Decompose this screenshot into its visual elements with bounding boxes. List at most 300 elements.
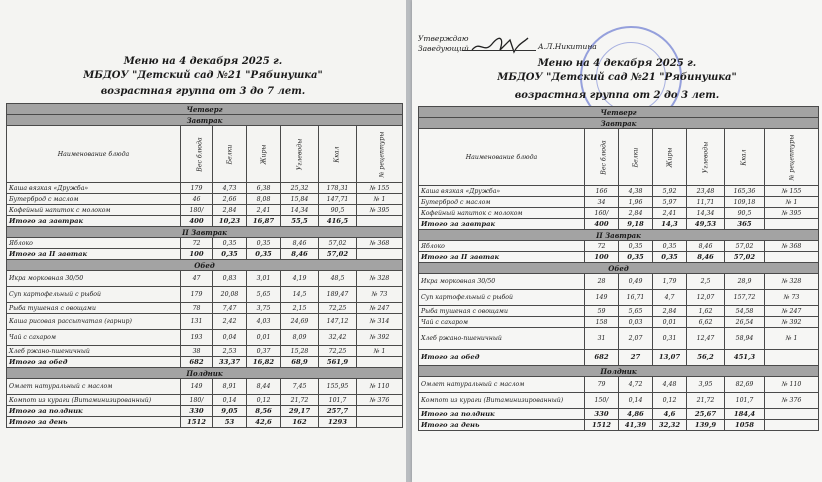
column-header: Наименование блюда [7,126,181,183]
dish-name: Итого за завтрак [7,216,181,227]
dish-value: 32,42 [319,330,357,346]
dish-value: № 1 [765,328,819,350]
dish-value [765,219,819,230]
section-header-row [419,366,819,377]
dish-value: 8,46 [687,241,725,252]
table-row [419,208,819,219]
dish-value: 150/ [585,393,619,409]
dish-value: 9,05 [213,406,247,417]
org-name: МБДОУ "Детский сад №21 "Рябинушка" [83,70,323,81]
head-label: Заведующий [418,44,469,53]
total-row [419,219,819,230]
dish-value: № 155 [765,186,819,197]
menu-table-left [6,103,403,428]
dish-value: 57,02 [319,238,357,249]
column-header-label: Вес блюда [600,139,608,175]
dish-value: 8,09 [281,330,319,346]
dish-name: Итого за день [7,417,181,428]
section-title: Четверг [419,107,819,118]
signature-icon [470,34,530,56]
dish-value: 2,84 [653,306,687,317]
left-menu-page [0,0,406,482]
column-header [213,126,247,183]
dish-value: 0,12 [247,395,281,406]
dish-value: 11,71 [687,197,725,208]
section-header-row [419,118,819,129]
dish-name: Омлет натуральный с маслом [7,379,181,395]
menu-title: Меню на 4 декабря 2025 г. [537,58,697,69]
table-row [7,194,403,205]
section-title: Полдник [419,366,819,377]
table-row [7,205,403,216]
dish-value: 14,34 [687,208,725,219]
dish-value: 14,5 [281,287,319,303]
table-row [419,377,819,393]
dish-name: Чай с сахаром [7,330,181,346]
dish-value: 160/ [585,208,619,219]
dish-value: 6,38 [247,183,281,194]
dish-value: № 1 [765,197,819,208]
dish-value: 21,72 [281,395,319,406]
dish-value: 100 [181,249,213,260]
column-header-label: Жиры [260,144,267,164]
dish-value: 330 [181,406,213,417]
dish-value: 90,5 [319,205,357,216]
dish-value: 58,94 [725,328,765,350]
column-header [319,126,357,183]
dish-name: Итого за обед [7,357,181,368]
dish-value: 101,7 [725,393,765,409]
dish-value: 166 [585,186,619,197]
column-header-label: № рецептуры [788,134,795,180]
total-row [7,357,403,368]
dish-value: 8,56 [247,406,281,417]
dish-value: 158 [585,317,619,328]
dish-value: 330 [585,409,619,420]
table-row [7,238,403,249]
dish-name: Чай с сахаром [419,317,585,328]
total-row [419,252,819,263]
table-row [7,395,403,406]
dish-value: 10,23 [213,216,247,227]
dish-name: Суп картофельный с рыбой [7,287,181,303]
dish-value: 8,91 [213,379,247,395]
column-header-label: Белки [226,144,233,164]
column-header [585,129,619,186]
dish-value: 0,03 [619,317,653,328]
column-header [181,126,213,183]
dish-value [357,249,403,260]
dish-value: 0,01 [653,317,687,328]
dish-value: 5,97 [653,197,687,208]
age-group: возрастная группа от 2 до 3 лет. [514,90,720,101]
dish-value: 0,12 [653,393,687,409]
dish-value: 24,69 [281,314,319,330]
dish-value: № 368 [357,238,403,249]
column-header-label: Ккал [334,145,341,163]
column-header-label: Ккал [741,148,748,166]
dish-value: 2,84 [213,205,247,216]
dish-value: № 1 [357,194,403,205]
column-header [357,126,403,183]
dish-value: 78 [181,303,213,314]
table-row [7,346,403,357]
approval-block [418,34,469,54]
section-title: Полдник [7,368,403,379]
dish-value: 147,71 [319,194,357,205]
dish-value: № 1 [357,346,403,357]
dish-name: Каша вязкая «Дружба» [419,186,585,197]
section-title: Четверг [7,104,403,115]
dish-value: 2,41 [653,208,687,219]
dish-value: 33,37 [213,357,247,368]
dish-value [765,350,819,366]
dish-value: № 247 [357,303,403,314]
dish-value: 682 [181,357,213,368]
dish-value: 400 [181,216,213,227]
column-header-label: № рецептуры [378,131,386,177]
dish-value: 53 [213,417,247,428]
dish-name: Итого за завтрак [419,219,585,230]
column-header-row [7,126,403,183]
dish-value: 0,35 [247,238,281,249]
dish-value: 82,69 [725,377,765,393]
column-header [281,126,319,183]
dish-value [357,417,403,428]
column-header [247,126,281,183]
dish-value: 16,71 [619,290,653,306]
dish-value [357,216,403,227]
dish-value: 147,12 [319,314,357,330]
dish-value: 47 [181,271,213,287]
approve-label: Утверждаю [418,34,469,43]
dish-value: 31 [585,328,619,350]
dish-value: 2,66 [213,194,247,205]
dish-value: 27 [619,350,653,366]
dish-value: 189,47 [319,287,357,303]
table-row [7,330,403,346]
dish-value: 416,5 [319,216,357,227]
dish-value: 72,25 [319,346,357,357]
dish-name: Итого за день [419,420,585,431]
dish-value: 15,84 [281,194,319,205]
dish-name: Итого за обед [419,350,585,366]
section-title: Обед [419,263,819,274]
dish-value: 1512 [585,420,619,431]
dish-value [765,420,819,431]
dish-value: № 247 [765,306,819,317]
total-row [7,406,403,417]
column-header: Наименование блюда [419,129,585,186]
dish-value: № 110 [357,379,403,395]
dish-value [765,252,819,263]
table-row [419,186,819,197]
table-row [419,328,819,350]
dish-value: 1,79 [653,274,687,290]
section-title: II Завтрак [419,230,819,241]
dish-value: 682 [585,350,619,366]
dish-name: Компот из кураги (Витаминизированный) [419,393,585,409]
dish-value: 20,08 [213,287,247,303]
dish-value: 400 [585,219,619,230]
table-row [7,379,403,395]
signature-line [462,50,536,51]
dish-value: 8,08 [247,194,281,205]
table-row [419,290,819,306]
column-header-label: Вес блюда [196,136,204,172]
dish-value: 2,53 [213,346,247,357]
dish-value: 4,19 [281,271,319,287]
table-row [419,197,819,208]
dish-name: Яблоко [419,241,585,252]
table-row [419,306,819,317]
section-header-row [7,104,403,115]
dish-value: № 155 [357,183,403,194]
dish-value: 101,7 [319,395,357,406]
table-row [419,241,819,252]
age-group: возрастная группа от 3 до 7 лет. [100,86,306,97]
dish-value: 55,5 [281,216,319,227]
day-total-row [419,420,819,431]
dish-value: 8,46 [687,252,725,263]
dish-name: Итого за полдник [419,409,585,420]
menu-table-right [418,106,819,431]
dish-value: 257,7 [319,406,357,417]
column-header [725,129,765,186]
dish-value: 38 [181,346,213,357]
dish-value: № 395 [765,208,819,219]
dish-value: 14,3 [653,219,687,230]
dish-value: 46 [181,194,213,205]
dish-value: 193 [181,330,213,346]
section-header-row [7,115,403,126]
dish-value: 54,58 [725,306,765,317]
dish-name: Итого за II завтак [419,252,585,263]
dish-value: 5,92 [653,186,687,197]
dish-value: 16,87 [247,216,281,227]
dish-value [357,406,403,417]
dish-value: 1,96 [619,197,653,208]
dish-value: 451,3 [725,350,765,366]
dish-value: 179 [181,183,213,194]
dish-value: 34 [585,197,619,208]
dish-value: № 314 [357,314,403,330]
section-header-row [419,263,819,274]
dish-name: Суп картофельный с рыбой [419,290,585,306]
dish-value: 561,9 [319,357,357,368]
dish-name: Икра морковная 30/50 [7,271,181,287]
dish-value: 26,54 [725,317,765,328]
dish-value: 2,15 [281,303,319,314]
dish-name: Кофейный напиток с молоком [7,205,181,216]
dish-value: 1512 [181,417,213,428]
dish-name: Рыба тушеная с овощами [419,306,585,317]
dish-value: № 395 [357,205,403,216]
dish-name: Хлеб ржано-пшеничный [7,346,181,357]
table-row [7,303,403,314]
dish-name: Итого за II завтак [7,249,181,260]
dish-value: 7,45 [281,379,319,395]
section-header-row [7,227,403,238]
table-row [7,271,403,287]
total-row [419,409,819,420]
dish-value: 179 [181,287,213,303]
dish-value: № 110 [765,377,819,393]
dish-value: 12,07 [687,290,725,306]
table-row [7,314,403,330]
dish-value: 15,28 [281,346,319,357]
total-row [7,249,403,260]
dish-value: 49,53 [687,219,725,230]
dish-value: 72,25 [319,303,357,314]
section-title: II Завтрак [7,227,403,238]
dish-value: 59 [585,306,619,317]
dish-value: 0,35 [653,241,687,252]
dish-value: 2,07 [619,328,653,350]
dish-value: 4,38 [619,186,653,197]
dish-value: 0,37 [247,346,281,357]
column-header [687,129,725,186]
table-row [419,317,819,328]
column-header-label: Жиры [666,147,673,167]
dish-name: Компот из кураги (Витаминизированный) [7,395,181,406]
dish-value: № 392 [765,317,819,328]
dish-value: 0,35 [619,252,653,263]
dish-value: № 328 [357,271,403,287]
dish-value: 4,7 [653,290,687,306]
dish-value: 4,86 [619,409,653,420]
dish-value: № 73 [357,287,403,303]
dish-value: 180/ [181,205,213,216]
dish-value: 32,32 [653,420,687,431]
dish-name: Каша вязкая «Дружба» [7,183,181,194]
dish-name: Омлет натуральный с маслом [419,377,585,393]
dish-value: 0,35 [247,249,281,260]
section-title: Завтрак [419,118,819,129]
dish-name: Яблоко [7,238,181,249]
dish-value: № 376 [357,395,403,406]
dish-value: 0,83 [213,271,247,287]
dish-value: 0,35 [213,238,247,249]
column-header-label: Углеводы [296,138,303,170]
column-header-row [419,129,819,186]
dish-value: 0,35 [619,241,653,252]
dish-value: 131 [181,314,213,330]
dish-value: 13,07 [653,350,687,366]
dish-value: 2,84 [619,208,653,219]
dish-value: 2,42 [213,314,247,330]
section-header-row [419,107,819,118]
dish-value: 28,9 [725,274,765,290]
column-header-label: Углеводы [702,141,709,173]
section-title: Завтрак [7,115,403,126]
org-name: МБДОУ "Детский сад №21 "Рябинушка" [497,72,737,83]
dish-value: 48,5 [319,271,357,287]
dish-value: 180/ [181,395,213,406]
dish-value: 0,49 [619,274,653,290]
dish-value: 0,04 [213,330,247,346]
column-header [653,129,687,186]
total-row [419,350,819,366]
dish-value: 149 [585,290,619,306]
dish-value: 56,2 [687,350,725,366]
dish-value: 2,41 [247,205,281,216]
total-row [7,216,403,227]
dish-value: 100 [585,252,619,263]
dish-value [357,357,403,368]
dish-value: 12,47 [687,328,725,350]
dish-value: 72 [181,238,213,249]
signer-name: А.Л.Никитина [538,42,597,51]
dish-name: Хлеб ржано-пшеничный [419,328,585,350]
column-header-label: Белки [632,147,639,167]
dish-value: 16,82 [247,357,281,368]
dish-value: 157,72 [725,290,765,306]
table-row [419,274,819,290]
dish-value: 57,02 [725,241,765,252]
dish-value: 0,01 [247,330,281,346]
dish-value: 1293 [319,417,357,428]
dish-value: 72 [585,241,619,252]
menu-title: Меню на 4 декабря 2025 г. [123,56,283,67]
dish-value: 3,75 [247,303,281,314]
dish-value: 149 [181,379,213,395]
dish-name: Итого за полдник [7,406,181,417]
dish-value: 139,9 [687,420,725,431]
dish-value: 0,14 [619,393,653,409]
table-row [7,183,403,194]
dish-value: 5,65 [247,287,281,303]
dish-value: 165,36 [725,186,765,197]
dish-value: 3,95 [687,377,725,393]
dish-value: 4,72 [619,377,653,393]
dish-value: № 73 [765,290,819,306]
dish-value: 4,48 [653,377,687,393]
dish-value: 21,72 [687,393,725,409]
dish-value: 365 [725,219,765,230]
section-title: Обед [7,260,403,271]
section-header-row [419,230,819,241]
dish-value: 25,32 [281,183,319,194]
dish-value: 6,62 [687,317,725,328]
dish-name: Кофейный напиток с молоком [419,208,585,219]
dish-value: № 328 [765,274,819,290]
dish-value: 9,18 [619,219,653,230]
dish-value: 25,67 [687,409,725,420]
dish-value: 184,4 [725,409,765,420]
dish-value: 3,01 [247,271,281,287]
dish-name: Каша рисовая рассыпчатая (гарнир) [7,314,181,330]
column-header [619,129,653,186]
dish-value: 8,44 [247,379,281,395]
dish-value: 41,39 [619,420,653,431]
dish-value: 4,73 [213,183,247,194]
dish-value: 68,9 [281,357,319,368]
dish-value: 0,35 [653,252,687,263]
dish-value: 1058 [725,420,765,431]
dish-value: 7,47 [213,303,247,314]
section-header-row [7,368,403,379]
table-row [419,393,819,409]
column-header [765,129,819,186]
dish-name: Бутерброд с маслом [7,194,181,205]
dish-value: 0,35 [213,249,247,260]
dish-value: 8,46 [281,249,319,260]
dish-value: № 376 [765,393,819,409]
dish-name: Икра морковная 30/50 [419,274,585,290]
dish-name: Бутерброд с маслом [419,197,585,208]
dish-value: 42,6 [247,417,281,428]
